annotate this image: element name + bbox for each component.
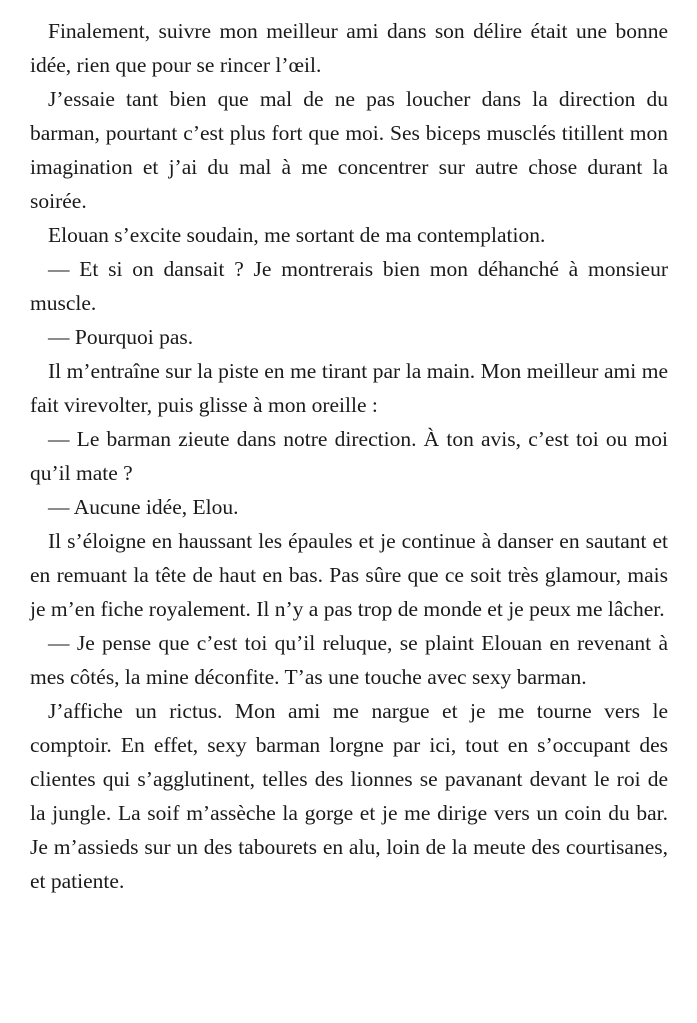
dialogue-line: — Le barman zieute dans notre direction. À ton avis, c’est toi ou moi qu’il mate ? — [30, 427, 668, 485]
paragraph: Finalement, suivre mon meilleur ami dans son délire était une bonne idée, rien que pour se rincer l’œil. — [30, 19, 668, 77]
paragraph: J’essaie tant bien que mal de ne pas loucher dans la direction du barman, pourtant c’est plus fort que moi. Ses biceps musclés titillent mon imagination et j’ai du mal à me concentrer sur autre chose durant la soirée. — [30, 87, 668, 213]
dialogue-line: — Aucune idée, Elou. — [48, 495, 239, 519]
paragraph: J’affiche un rictus. Mon ami me nargue et je me tourne vers le comptoir. En effet, sexy barman lorgne par ici, tout en s’occupant des clientes qui s’agglutinent, telles des lionnes se pavanant devant le roi de la jungle. La soif m’assèche la gorge et je me dirige vers un coin du bar. Je m’assieds sur un des tabourets en alu, loin de la meute des courtisanes, et patiente. — [30, 699, 668, 893]
dialogue-line: — Et si on dansait ? Je montrerais bien mon déhanché à monsieur muscle. — [30, 257, 668, 315]
paragraph: Elouan s’excite soudain, me sortant de ma contemplation. — [48, 223, 546, 247]
paragraph: Il s’éloigne en haussant les épaules et je continue à danser en sautant et en remuant la tête de haut en bas. Pas sûre que ce soit très glamour, mais je m’en fiche royalement. Il n’y a pas trop de monde et je peux me lâcher. — [30, 529, 668, 621]
dialogue-line: — Pourquoi pas. — [48, 325, 194, 349]
paragraph: Il m’entraîne sur la piste en me tirant par la main. Mon meilleur ami me fait virevolter, puis glisse à mon oreille : — [30, 359, 668, 417]
dialogue-line: — Je pense que c’est toi qu’il reluque, se plaint Elouan en revenant à mes côtés, la mine déconfite. T’as une touche avec sexy barman. — [30, 631, 668, 689]
book-page — [30, 14, 668, 898]
